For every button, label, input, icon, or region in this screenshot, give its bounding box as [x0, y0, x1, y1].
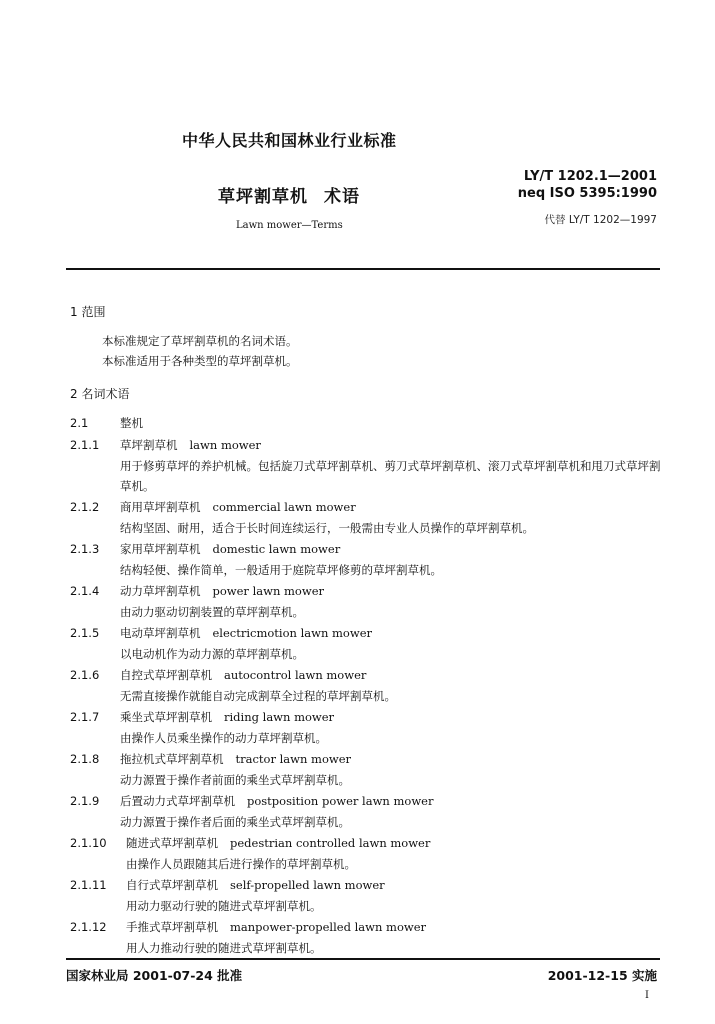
term-chinese: 后置动力式草坪割草机	[120, 794, 235, 808]
term-english: autocontrol lawn mower	[224, 668, 367, 682]
term-chinese: 商用草坪割草机	[120, 500, 201, 514]
document-body	[70, 303, 670, 958]
term-number: 2.1.5	[70, 626, 100, 640]
term-number: 2.1.6	[70, 668, 100, 682]
term-chinese: 草坪割草机	[120, 438, 178, 452]
term-entry	[70, 749, 670, 790]
document-title-cn	[218, 182, 360, 207]
term-entry	[70, 917, 670, 958]
term-definition: 结构轻便、操作简单，一般适用于庭院草坪修剪的草坪割草机。	[120, 563, 442, 577]
term-entry	[70, 539, 670, 580]
term-chinese: 自控式草坪割草机	[120, 668, 212, 682]
term-number: 2.1.8	[70, 752, 100, 766]
section-1-paragraph: 本标准适用于各种类型的草坪割草机。	[102, 354, 298, 368]
term-english: lawn mower	[189, 438, 261, 452]
term-chinese: 随进式草坪割草机	[126, 836, 218, 850]
term-english: riding lawn mower	[224, 710, 335, 724]
term-number: 2.1.3	[70, 542, 100, 556]
replaces-standard: 代替 LY/T 1202—1997	[544, 214, 657, 226]
term-english: power lawn mower	[212, 584, 325, 598]
term-definition: 用于修剪草坪的养护机械。包括旋刀式草坪割草机、剪刀式草坪割草机、滚刀式草坪割草机和甩刀式草坪割草机。	[120, 459, 661, 493]
term-entry	[70, 581, 670, 622]
approval-info: 国家林业局 2001-07-24 批准	[66, 968, 243, 983]
section-1-paragraph: 本标准规定了草坪割草机的名词术语。	[102, 334, 298, 348]
term-english: electricmotion lawn mower	[212, 626, 372, 640]
term-definition: 以电动机作为动力源的草坪割草机。	[120, 647, 304, 661]
term-entry	[70, 497, 670, 538]
term-definition: 结构坚固、耐用，适合于长时间连续运行，一般需由专业人员操作的草坪割草机。	[120, 521, 534, 535]
subsection-number: 2.1	[70, 416, 89, 430]
term-number: 2.1.9	[70, 794, 100, 808]
term-english: tractor lawn mower	[235, 752, 352, 766]
section-2-title: 2 名词术语	[70, 387, 130, 401]
term-entry	[70, 623, 670, 664]
term-definition: 由操作人员乘坐操作的动力草坪割草机。	[120, 731, 327, 745]
term-chinese: 家用草坪割草机	[120, 542, 201, 556]
term-definition: 用人力推动行驶的随进式草坪割草机。	[126, 941, 322, 955]
term-number: 2.1.4	[70, 584, 100, 598]
term-number: 2.1.7	[70, 710, 100, 724]
term-entry	[70, 665, 670, 706]
document-title-en: Lawn mower—Terms	[236, 220, 343, 231]
equivalent-standard: neq ISO 5395:1990	[517, 186, 657, 201]
implementation-date: 2001-12-15 实施	[547, 968, 657, 983]
subsection-title: 整机	[120, 416, 143, 430]
footer-divider	[66, 958, 660, 960]
term-entry	[70, 435, 670, 496]
term-entry	[70, 791, 670, 832]
term-number: 2.1.1	[70, 438, 100, 452]
term-definition: 用动力驱动行驶的随进式草坪割草机。	[126, 899, 322, 913]
page-number: I	[645, 990, 649, 1001]
term-definition: 由操作人员跟随其后进行操作的草坪割草机。	[126, 857, 356, 871]
term-number: 2.1.2	[70, 500, 100, 514]
term-number: 2.1.12	[70, 920, 107, 934]
title-cn-part2: 术语	[324, 187, 360, 207]
term-entry	[70, 875, 670, 916]
section-1-title: 1 范围	[70, 305, 106, 319]
term-english: domestic lawn mower	[212, 542, 341, 556]
term-definition: 动力源置于操作者后面的乘坐式草坪割草机。	[120, 815, 350, 829]
term-english: pedestrian controlled lawn mower	[230, 836, 431, 850]
term-chinese: 乘坐式草坪割草机	[120, 710, 212, 724]
title-cn-part1: 草坪割草机	[218, 187, 308, 207]
term-chinese: 拖拉机式草坪割草机	[120, 752, 224, 766]
subsection-heading	[70, 413, 670, 434]
industry-standard-heading: 中华人民共和国林业行业标准	[182, 131, 397, 150]
term-chinese: 电动草坪割草机	[120, 626, 201, 640]
header-divider	[66, 268, 660, 270]
term-chinese: 动力草坪割草机	[120, 584, 201, 598]
term-definition: 动力源置于操作者前面的乘坐式草坪割草机。	[120, 773, 350, 787]
term-english: manpower-propelled lawn mower	[230, 920, 427, 934]
term-definition: 无需直接操作就能自动完成割草全过程的草坪割草机。	[120, 689, 396, 703]
term-definition: 由动力驱动切割装置的草坪割草机。	[120, 605, 304, 619]
standard-code: LY/T 1202.1—2001	[523, 169, 657, 184]
term-chinese: 自行式草坪割草机	[126, 878, 218, 892]
term-number: 2.1.10	[70, 836, 107, 850]
term-entry	[70, 833, 670, 874]
term-english: self-propelled lawn mower	[230, 878, 385, 892]
term-entry	[70, 707, 670, 748]
term-number: 2.1.11	[70, 878, 107, 892]
term-chinese: 手推式草坪割草机	[126, 920, 218, 934]
standard-code-block	[518, 168, 657, 229]
term-english: postposition power lawn mower	[247, 794, 434, 808]
term-english: commercial lawn mower	[212, 500, 356, 514]
